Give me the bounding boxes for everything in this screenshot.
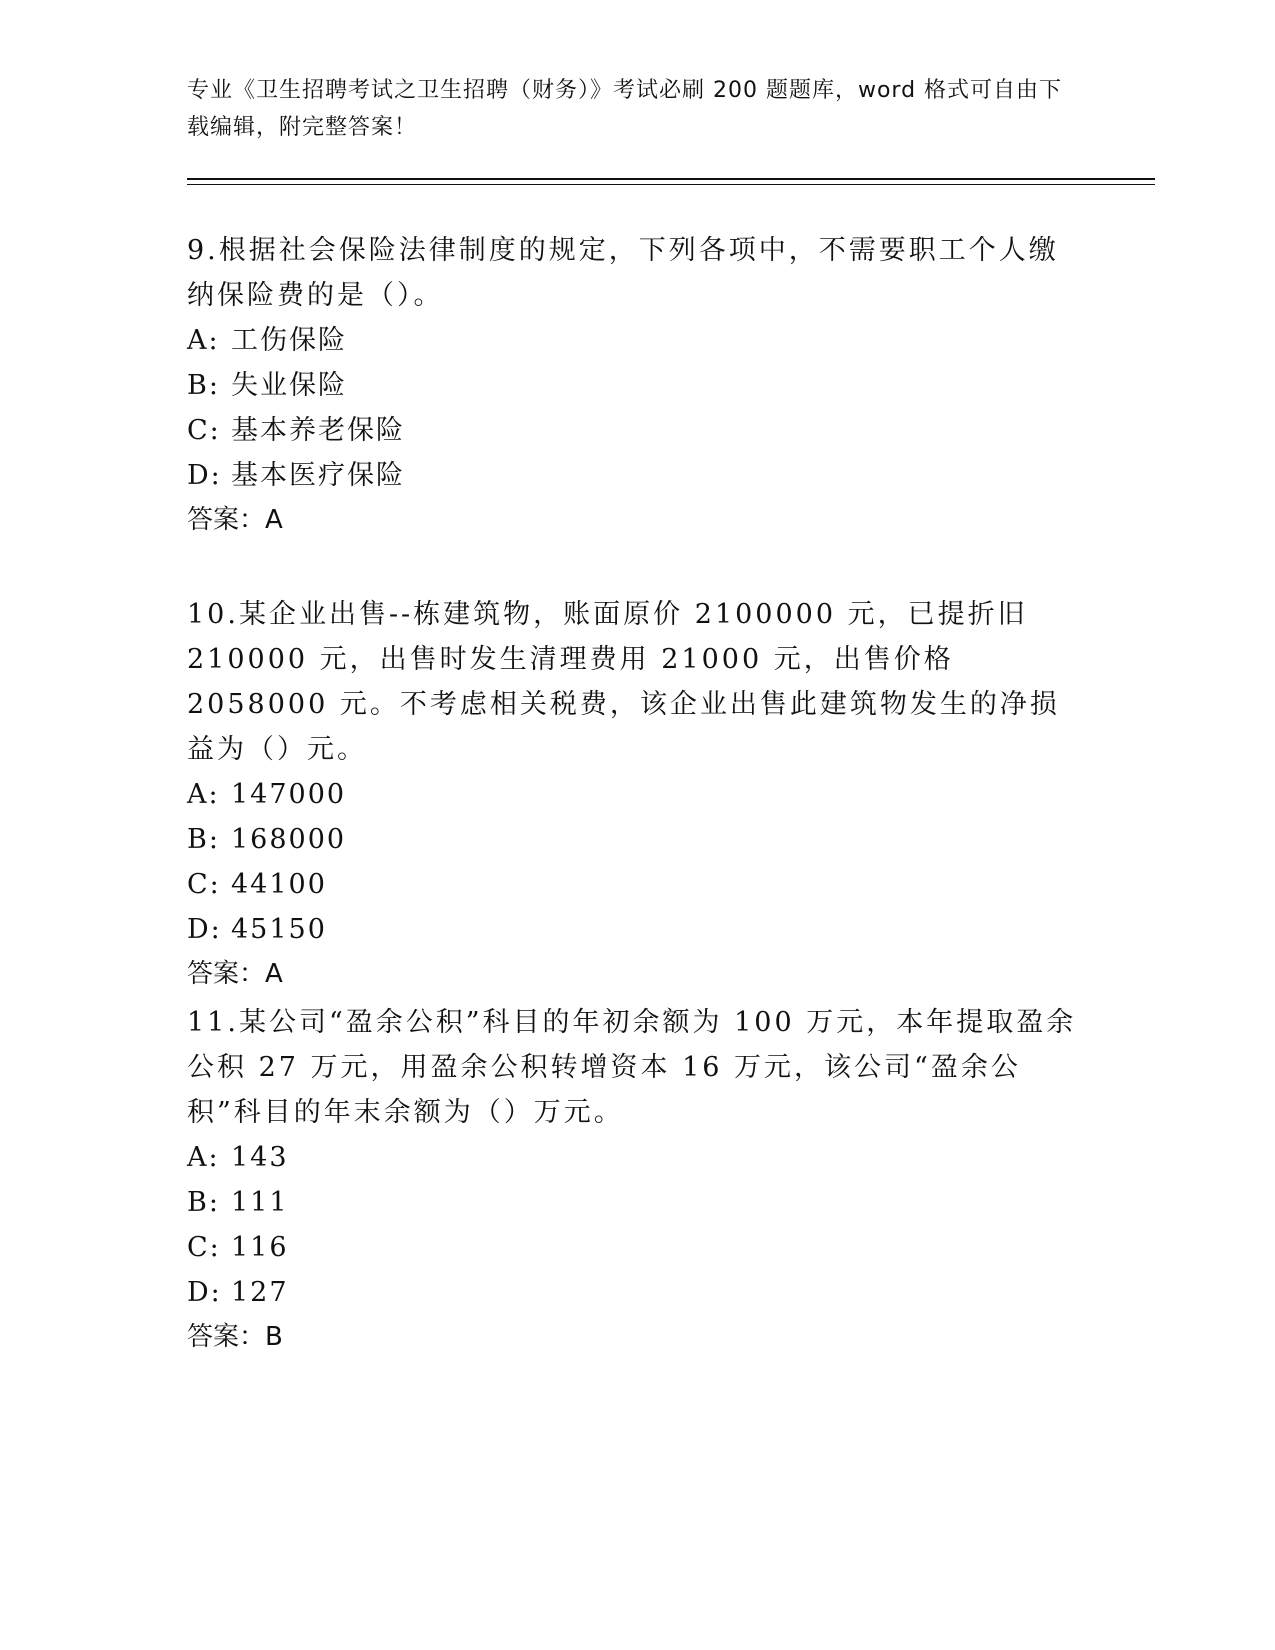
option-text: 基本养老保险	[231, 415, 405, 446]
option-d	[187, 1270, 1077, 1315]
option-c	[187, 1225, 1077, 1270]
option-key: D:	[187, 460, 222, 491]
option-text: 127	[231, 1277, 289, 1308]
option-b	[187, 363, 1077, 408]
header-rule-thick	[187, 178, 1155, 180]
option-text: 45150	[231, 914, 327, 945]
option-d	[187, 907, 1077, 952]
document-header: 专业《卫生招聘考试之卫生招聘（财务）》考试必刷 200 题题库，word 格式可自由下载编辑，附完整答案！	[187, 78, 1063, 140]
answer-line: 答案：A	[187, 505, 283, 535]
question-block	[187, 592, 1077, 997]
option-key: C:	[187, 415, 221, 446]
option-text: 工伤保险	[231, 325, 347, 356]
option-key: C:	[187, 869, 221, 900]
option-key: A:	[187, 325, 220, 356]
answer-line: 答案：B	[187, 1322, 283, 1352]
question-stem: 11.某公司“盈余公积”科目的年初余额为 100 万元，本年提取盈余公积 27 万元，用盈余公积转增资本 16 万元，该公司“盈余公积”科目的年末余额为（）万元。	[187, 1007, 1077, 1128]
option-text: 基本医疗保险	[231, 460, 405, 491]
option-d	[187, 453, 1077, 498]
option-key: D:	[187, 1277, 222, 1308]
header-rule-thin	[187, 184, 1155, 185]
option-text: 111	[231, 1187, 289, 1218]
option-text: 116	[231, 1232, 289, 1263]
option-key: C:	[187, 1232, 221, 1263]
option-c	[187, 408, 1077, 453]
option-key: A:	[187, 1142, 220, 1173]
option-text: 44100	[231, 869, 327, 900]
option-b	[187, 1180, 1077, 1225]
option-key: B:	[187, 1187, 220, 1218]
option-b	[187, 817, 1077, 862]
question-stem: 10.某企业出售--栋建筑物，账面原价 2100000 元，已提折旧 210000 元，出售时发生清理费用 21000 元，出售价格 2058000 元。不考虑相关税费，该企业出售此建筑物发生的净损益为（）元。	[187, 599, 1060, 765]
option-key: A:	[187, 779, 220, 810]
option-a	[187, 772, 1077, 817]
answer-line: 答案：A	[187, 959, 283, 989]
option-text: 147000	[231, 779, 347, 810]
option-c	[187, 862, 1077, 907]
option-a	[187, 1135, 1077, 1180]
option-key: D:	[187, 914, 222, 945]
option-text: 失业保险	[231, 370, 347, 401]
question-block	[187, 228, 1077, 543]
option-key: B:	[187, 824, 220, 855]
question-block	[187, 1000, 1077, 1360]
option-a	[187, 318, 1077, 363]
option-text: 168000	[231, 824, 347, 855]
option-text: 143	[231, 1142, 289, 1173]
option-key: B:	[187, 370, 220, 401]
question-stem: 9.根据社会保险法律制度的规定，下列各项中，不需要职工个人缴纳保险费的是（）。	[187, 235, 1059, 311]
